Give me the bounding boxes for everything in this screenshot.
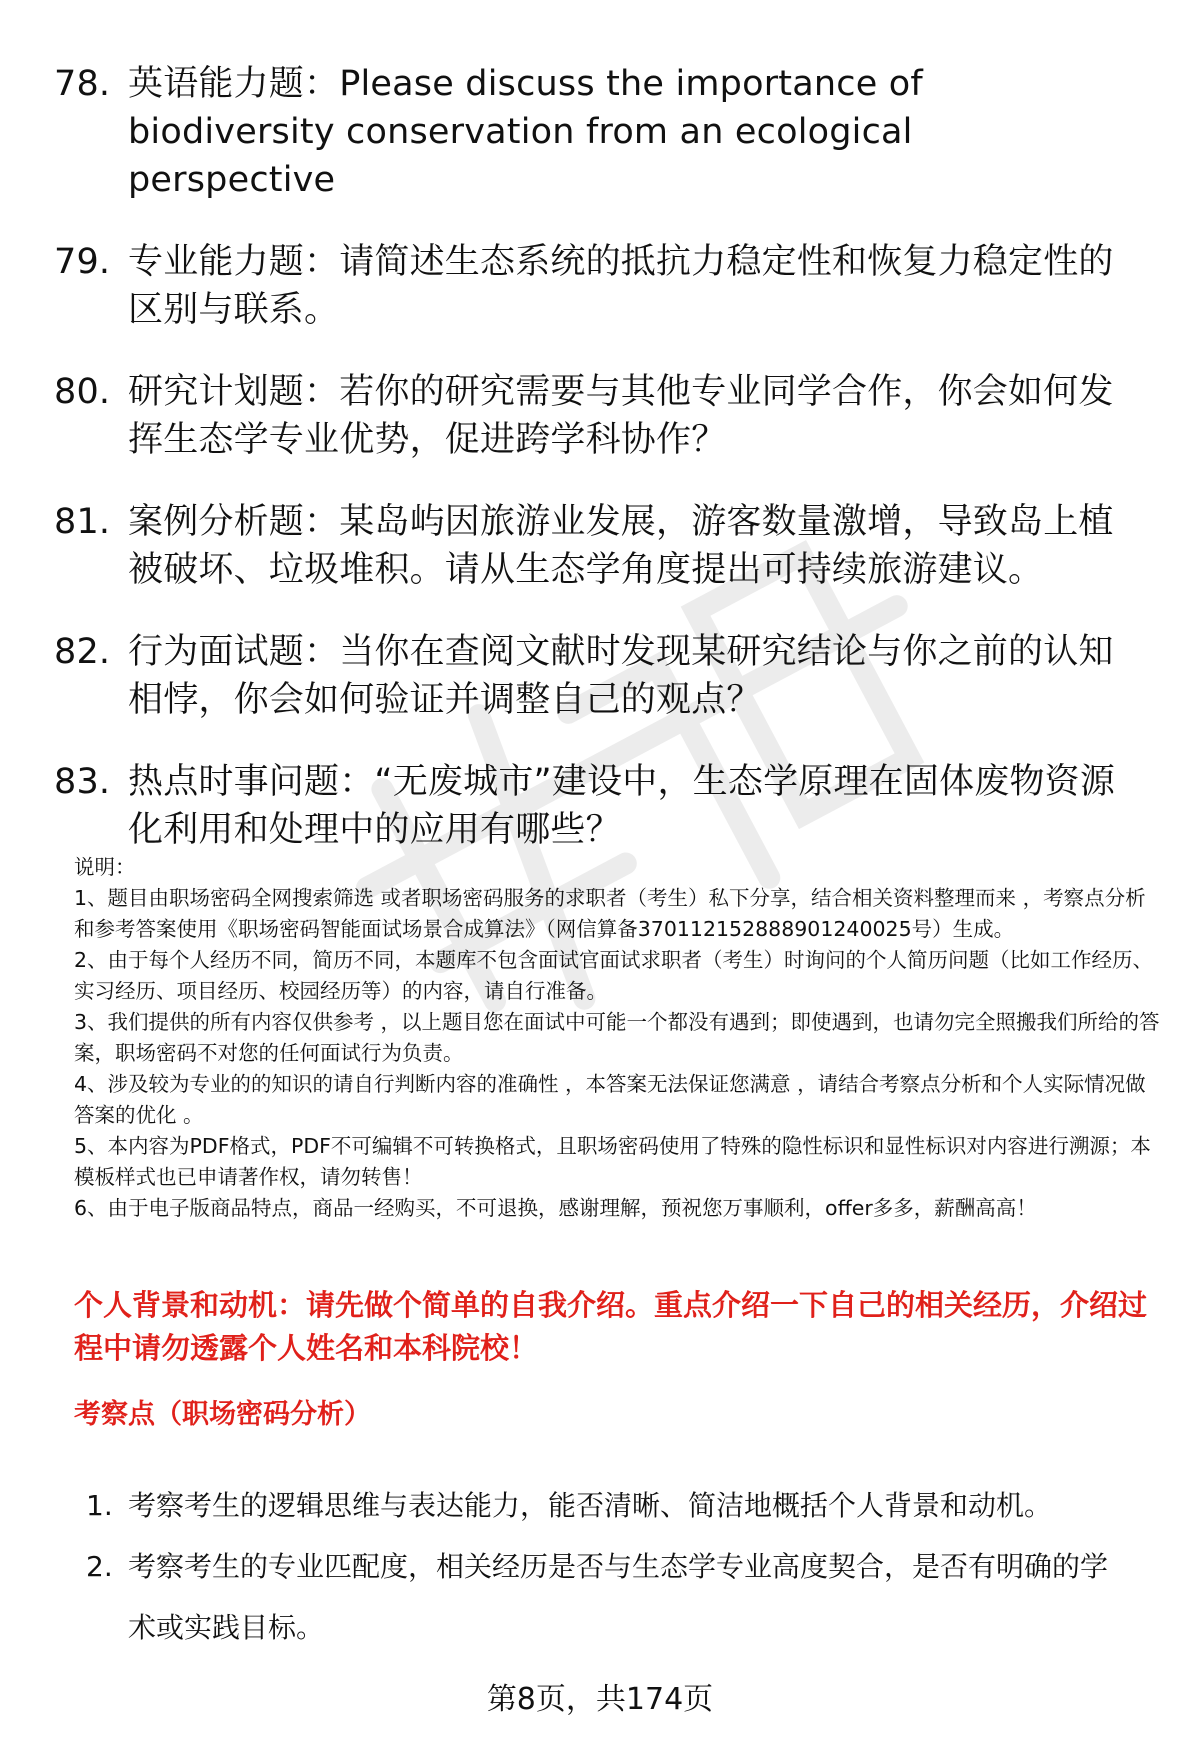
- analysis-point-text: 考察考生的逻辑思维与表达能力，能否清晰、简洁地概括个人背景和动机。: [128, 1489, 1053, 1522]
- note-item: 2、由于每个人经历不同，简历不同，本题库不包含面试官面试求职者（考生）时询问的个人简历问题（比如工作经历、实习经历、项目经历、校园经历等）的内容，请自行准备。: [74, 948, 1154, 1003]
- note-item: 1、题目由职场密码全网搜索筛选 或者职场密码服务的求职者（考生）私下分享，结合相关资料整理而来 ，考察点分析和参考答案使用《职场密码智能面试场景合成算法》（网信算备370112152888901240025号）生成。: [74, 886, 1146, 941]
- question-item: [0, 238, 1200, 334]
- analysis-heading: 考察点（职场密码分析）: [74, 1399, 371, 1430]
- analysis-point-number: 2.: [86, 1550, 113, 1583]
- question-text: 案例分析题：某岛屿因旅游业发展，游客数量激增，导致岛上植被破坏、垃圾堆积。请从生态学角度提出可持续旅游建议。: [128, 502, 1114, 590]
- question-list: [0, 60, 1200, 888]
- question-number: 78.: [54, 64, 111, 104]
- question-item: [0, 628, 1200, 724]
- note-item: 5、本内容为PDF格式，PDF不可编辑不可转换格式，且职场密码使用了特殊的隐性标识和显性标识对内容进行溯源；本模板样式也已申请著作权，请勿转售！: [74, 1134, 1151, 1189]
- question-number: 81.: [54, 502, 111, 542]
- question-item: [0, 758, 1200, 854]
- question-item: [0, 368, 1200, 464]
- question-item: [0, 498, 1200, 594]
- analysis-point-list: [0, 1475, 1200, 1658]
- analysis-point: [0, 1536, 1200, 1658]
- page-number: 第8页，共174页: [486, 1682, 714, 1717]
- note-item: 4、涉及较为专业的的知识的请自行判断内容的准确性 ，本答案无法保证您满意 ，请结合考察点分析和个人实际情况做答案的优化 。: [74, 1072, 1146, 1127]
- question-text: 英语能力题：Please discuss the importance of biodiversity conservation from an ecological perspective: [128, 64, 923, 200]
- notes-heading: 说明：: [74, 855, 136, 879]
- question-item: [0, 60, 1200, 204]
- analysis-point-text: 考察考生的专业匹配度，相关经历是否与生态学专业高度契合，是否有明确的学术或实践目标。: [128, 1550, 1109, 1644]
- featured-question: 个人背景和动机：请先做个简单的自我介绍。重点介绍一下自己的相关经历，介绍过程中请勿透露个人姓名和本科院校！: [74, 1288, 1148, 1365]
- notes-section: [74, 852, 1164, 1224]
- analysis-point: [0, 1475, 1200, 1536]
- question-text: 热点时事问题：“无废城市”建设中，生态学原理在固体废物资源化利用和处理中的应用有哪些？: [128, 762, 1116, 850]
- note-item: 3、我们提供的所有内容仅供参考 ，以上题目您在面试中可能一个都没有遇到；即使遇到，也请勿完全照搬我们所给的答案，职场密码不对您的任何面试行为负责。: [74, 1010, 1160, 1065]
- question-text: 行为面试题：当你在查阅文献时发现某研究结论与你之前的认知相悖，你会如何验证并调整自己的观点？: [128, 632, 1114, 720]
- question-number: 83.: [54, 762, 111, 802]
- question-number: 82.: [54, 632, 111, 672]
- question-number: 80.: [54, 372, 111, 412]
- question-number: 79.: [54, 242, 111, 282]
- note-item: 6、由于电子版商品特点，商品一经购买，不可退换，感谢理解，预祝您万事顺利，offer多多，薪酬高高！: [74, 1196, 1037, 1220]
- question-text: 研究计划题：若你的研究需要与其他专业同学合作，你会如何发挥生态学专业优势，促进跨学科协作？: [128, 372, 1114, 460]
- analysis-point-number: 1.: [86, 1489, 113, 1522]
- question-text: 专业能力题：请简述生态系统的抵抗力稳定性和恢复力稳定性的区别与联系。: [128, 242, 1114, 330]
